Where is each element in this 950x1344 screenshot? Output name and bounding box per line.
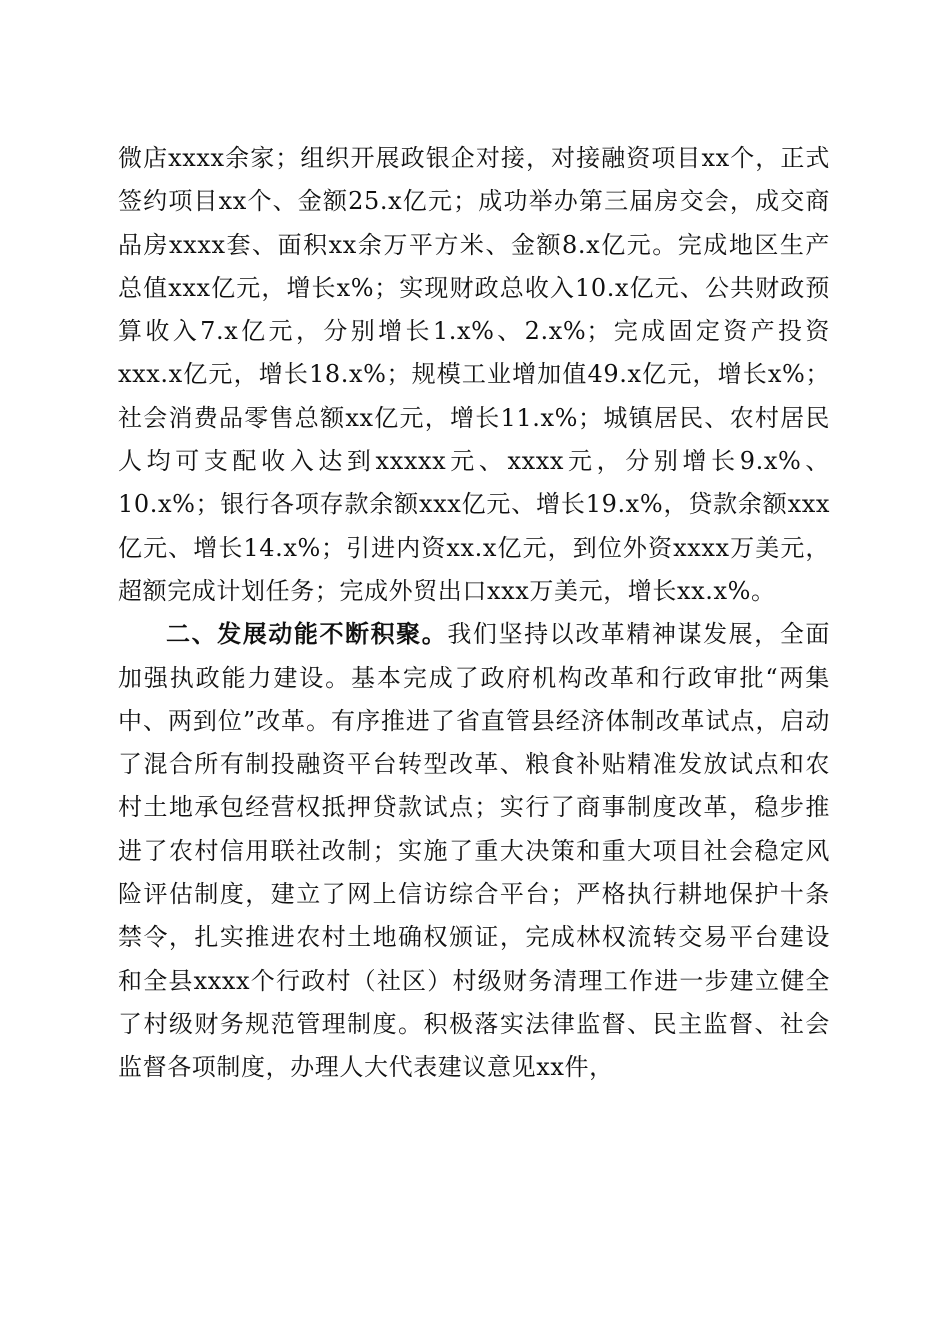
paragraph-development-momentum <box>118 613 830 1089</box>
section-body: 我们坚持以改革精神谋发展，全面加强执政能力建设。基本完成了政府机构改革和行政审批“两集中、两到位”改革。有序推进了省直管县经济体制改革试点，启动了混合所有制投融资平台转型改革、粮食补贴精准发放试点和农村土地承包经营权抵押贷款试点；实行了商事制度改革，稳步推进了农村信用联社改制；实施了重大决策和重大项目社会稳定风险评估制度，建立了网上信访综合平台；严格执行耕地保护十条禁令，扎实推进农村土地确权颁证，完成林权流转交易平台建设和全县xxxx个行政村（社区）村级财务清理工作进一步建立健全了村级财务规范管理制度。积极落实法律监督、民主监督、社会监督各项制度，办理人大代表建议意见xx件， <box>118 620 831 1082</box>
paragraph-economic-results: 微店xxxx余家；组织开展政银企对接，对接融资项目xx个，正式签约项目xx个、金额25.x亿元；成功举办第三届房交会，成交商品房xxxx套、面积xx余万平方米、金额8.x亿元。完成地区生产总值xxx亿元，增长x%；实现财政总收入10.x亿元、公共财政预算收入7.x亿元，分别增长1.x%、2.x%；完成固定资产投资xxx.x亿元，增长18.x%；规模工业增加值49.x亿元，增长x%；社会消费品零售总额xx亿元，增长11.x%；城镇居民、农村居民人均可支配收入达到xxxxx元、xxxx元，分别增长9.x%、10.x%；银行各项存款余额xxx亿元、增长19.x%，贷款余额xxx亿元、增长14.x%；引进内资xx.x亿元，到位外资xxxx万美元，超额完成计划任务；完成外贸出口xxx万美元，增长xx.x%。 <box>118 144 830 605</box>
section-heading: 二、发展动能不断积聚。 <box>166 620 448 649</box>
document-body <box>118 137 830 1090</box>
